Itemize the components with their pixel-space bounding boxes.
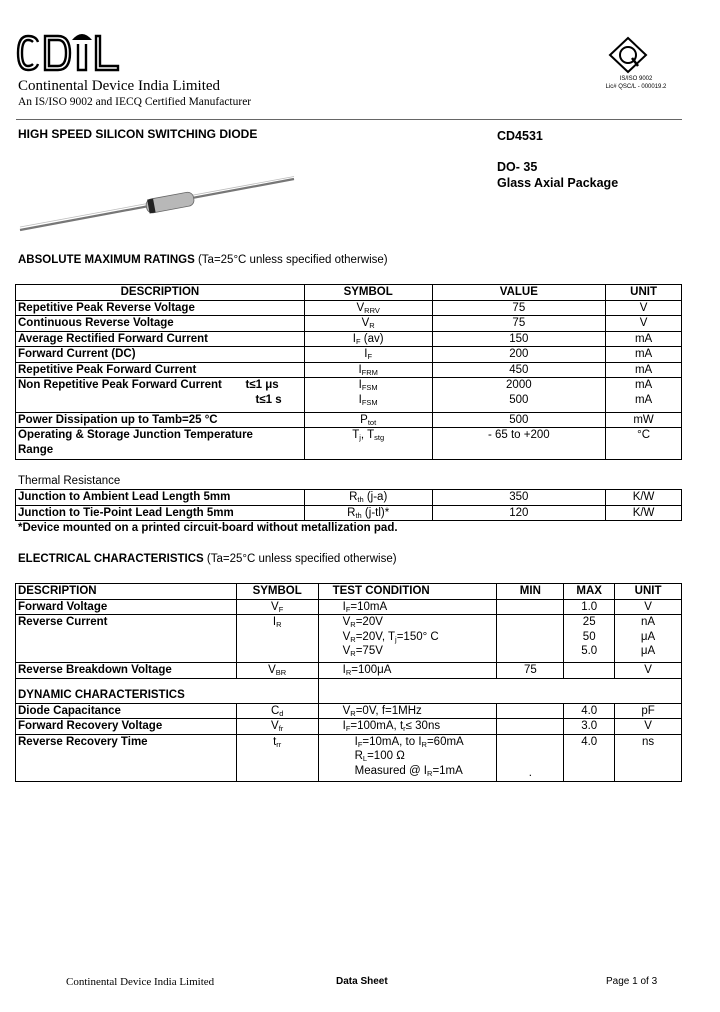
table-row (16, 393, 682, 413)
col-max: MAX (564, 584, 615, 600)
electrical-heading-note: (Ta=25°C unless specified otherwise) (206, 553, 397, 565)
table-row (16, 719, 682, 735)
section-row (16, 678, 682, 703)
row-unit: V (615, 719, 682, 735)
row-max: 3.0 (564, 719, 615, 735)
row-value: 75 (432, 316, 606, 332)
row-condition: $I_F=10mA$, to $I_R=60mA$ $R_L=100$ Ω Measured @ $I_R=1mA$ (318, 734, 497, 781)
row-max: 4.0 (564, 703, 615, 719)
row-description: Forward Recovery Voltage (16, 719, 237, 735)
row-value: - 65 to +200 (432, 428, 606, 460)
col-test-condition: TEST CONDITION (318, 584, 497, 600)
row-description: t≤1 s (16, 393, 305, 413)
row-unit: nA μA μA (615, 615, 682, 663)
table-row (16, 490, 682, 506)
thermal-table (15, 489, 682, 521)
abs-max-table (15, 284, 682, 460)
table-row (16, 599, 682, 615)
row-unit: V (615, 599, 682, 615)
row-description: Junction to Tie-Point Lead Length 5mm (16, 505, 305, 521)
row-unit: V (606, 316, 682, 332)
table-row (16, 300, 682, 316)
certification-mark-icon (606, 36, 650, 74)
row-unit: mA (606, 378, 682, 393)
row-condition: $I_F=100mA$, $t_r\le 30ns$ (318, 719, 497, 735)
row-condition: $I_F=10mA$ (318, 599, 497, 615)
row-unit: K/W (606, 490, 682, 506)
row-description: Repetitive Peak Forward Current (16, 362, 305, 378)
row-min (497, 615, 564, 663)
dynamic-heading: DYNAMIC CHARACTERISTICS (16, 678, 237, 703)
row-value: 2000 (432, 378, 606, 393)
row-symbol: $T_j$, $T_{stg}$ (304, 428, 432, 460)
row-symbol: $V_{RRV}$ (304, 300, 432, 316)
col-min: MIN (497, 584, 564, 600)
abs-max-heading-text: ABSOLUTE MAXIMUM RATINGS (18, 254, 195, 266)
row-symbol: $I_F$ (304, 347, 432, 363)
col-description: DESCRIPTION (16, 285, 305, 301)
row-description: Repetitive Peak Reverse Voltage (16, 300, 305, 316)
row-condition: $V_R=0V$, f=1MHz (318, 703, 497, 719)
document-title: HIGH SPEED SILICON SWITCHING DIODE (18, 127, 258, 141)
row-symbol: $I_{FRM}$ (304, 362, 432, 378)
row-value: 350 (432, 490, 606, 506)
row-symbol: $I_R$ (236, 615, 318, 663)
row-description: Reverse Recovery Time (16, 734, 237, 781)
row-unit: K/W (606, 505, 682, 521)
col-value: VALUE (432, 285, 606, 301)
table-row (16, 331, 682, 347)
row-condition: $V_R=20V$ $V_R=20V$, $T_j=150^\circ$ C $V_R=75V$ (318, 615, 497, 663)
row-max: 25 50 5.0 (564, 615, 615, 663)
cdil-logo (14, 30, 124, 76)
row-symbol: $V_R$ (304, 316, 432, 332)
row-description: Average Rectified Forward Current (16, 331, 305, 347)
table-row (16, 412, 682, 428)
row-value: 150 (432, 331, 606, 347)
table-row (16, 347, 682, 363)
footer-company: Continental Device India Limited (66, 976, 215, 988)
footer-page-number: Page 1 of 3 (606, 976, 658, 987)
row-unit: mA (606, 362, 682, 378)
abs-max-heading-note: (Ta=25°C unless specified otherwise) (197, 254, 388, 266)
row-symbol: $R_{th}$ (j-a) (304, 490, 432, 506)
row-description: Reverse Current (16, 615, 237, 663)
row-description: Operating & Storage Junction Temperature Range (16, 428, 305, 460)
row-description: Forward Current (DC) (16, 347, 305, 363)
col-unit: UNIT (615, 584, 682, 600)
row-symbol: $P_{tot}$ (304, 412, 432, 428)
row-min (497, 599, 564, 615)
row-unit: pF (615, 703, 682, 719)
thermal-heading: Thermal Resistance (18, 475, 121, 487)
row-value: 120 (432, 505, 606, 521)
row-symbol: $I_F$ (av) (304, 331, 432, 347)
row-min: 75 (497, 663, 564, 679)
row-condition: $I_R=100\mu A$ (318, 663, 497, 679)
company-tagline: An IS/ISO 9002 and IECQ Certified Manufacturer (18, 96, 252, 108)
row-min (497, 703, 564, 719)
row-symbol: $C_d$ (236, 703, 318, 719)
row-description: Continuous Reverse Voltage (16, 316, 305, 332)
row-unit: V (615, 663, 682, 679)
row-value: 500 (432, 412, 606, 428)
row-value: 75 (432, 300, 606, 316)
table-row (16, 615, 682, 663)
row-unit: mA (606, 331, 682, 347)
table-header-row (16, 584, 682, 600)
col-description: DESCRIPTION (16, 584, 237, 600)
row-min: . (497, 734, 564, 781)
package-description: Glass Axial Package (497, 176, 619, 190)
row-symbol: $V_{BR}$ (236, 663, 318, 679)
row-max: 1.0 (564, 599, 615, 615)
table-row (16, 663, 682, 679)
row-symbol: $I_{FSM}$ (304, 393, 432, 413)
row-unit: ns (615, 734, 682, 781)
row-max: 4.0 (564, 734, 615, 781)
row-unit: V (606, 300, 682, 316)
row-value: 200 (432, 347, 606, 363)
col-symbol: SYMBOL (236, 584, 318, 600)
row-description: Reverse Breakdown Voltage (16, 663, 237, 679)
table-row (16, 505, 682, 521)
company-name: Continental Device India Limited (18, 78, 221, 94)
row-symbol: $V_F$ (236, 599, 318, 615)
col-unit: UNIT (606, 285, 682, 301)
table-row (16, 362, 682, 378)
row-description: Diode Capacitance (16, 703, 237, 719)
cert-line-1: IS/ISO 9002 (619, 76, 653, 82)
electrical-heading-text: ELECTRICAL CHARACTERISTICS (18, 553, 204, 565)
thermal-footnote: *Device mounted on a printed circuit-board without metallization pad. (18, 522, 398, 534)
table-row (16, 428, 682, 460)
electrical-heading (18, 553, 397, 565)
row-value: 500 (432, 393, 606, 413)
row-symbol: $t_{rr}$ (236, 734, 318, 781)
row-symbol: $V_{fr}$ (236, 719, 318, 735)
col-symbol: SYMBOL (304, 285, 432, 301)
row-max (564, 663, 615, 679)
table-row (16, 316, 682, 332)
cert-line-2: Lic# QSC/L - 000019.2 (605, 84, 667, 90)
row-value: 450 (432, 362, 606, 378)
row-unit: mA (606, 393, 682, 413)
table-row (16, 703, 682, 719)
table-row (16, 378, 682, 393)
row-description: Power Dissipation up to Tamb=25 °C (16, 412, 305, 428)
row-symbol: $R_{th}$ (j-tl)* (304, 505, 432, 521)
row-description: Junction to Ambient Lead Length 5mm (16, 490, 305, 506)
row-description: Forward Voltage (16, 599, 237, 615)
row-unit: °C (606, 428, 682, 460)
footer-data-sheet: Data Sheet (336, 976, 388, 987)
row-min (497, 719, 564, 735)
row-symbol: $I_{FSM}$ (304, 378, 432, 393)
table-row (16, 734, 682, 781)
row-unit: mW (606, 412, 682, 428)
certification-text (600, 75, 672, 91)
abs-max-heading (18, 254, 388, 266)
part-number: CD4531 (497, 129, 543, 143)
header-divider (16, 119, 682, 120)
diode-illustration (18, 176, 298, 232)
table-header-row (16, 285, 682, 301)
electrical-table (15, 583, 682, 782)
row-unit: mA (606, 347, 682, 363)
row-description: Non Repetitive Peak Forward Current t≤1 μs (16, 378, 305, 393)
package-name: DO- 35 (497, 160, 538, 174)
